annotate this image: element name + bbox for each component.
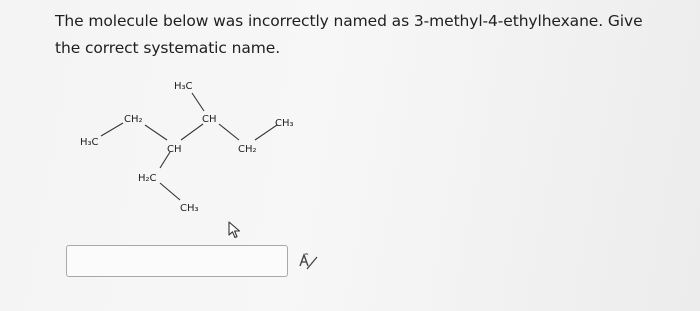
atom-label-ch3-right: CH₃ <box>275 118 294 129</box>
atom-label-ch2-right: CH₂ <box>238 144 257 155</box>
atom-label-ch2-left: CH₂ <box>124 114 143 125</box>
bond <box>255 125 277 140</box>
bond <box>192 93 204 111</box>
atom-label-ch-top: CH <box>202 114 217 125</box>
mouse-pointer-icon <box>228 221 242 239</box>
bond <box>145 125 167 140</box>
atom-label-h3c-top: H₃C <box>174 81 193 92</box>
atom-label-h2c: H₂C <box>138 173 157 184</box>
answer-input[interactable] <box>66 245 288 277</box>
bond <box>219 124 239 140</box>
atom-label-h3c-left: H₃C <box>80 137 99 148</box>
question-text: The molecule below was incorrectly named as 3-methyl-4-ethylhexane. Give the correct systematic name. <box>55 12 643 57</box>
special-characters-icon[interactable] <box>297 251 323 271</box>
atom-label-ch-mid: CH <box>167 144 182 155</box>
bond <box>181 124 203 140</box>
bond <box>160 183 180 200</box>
atom-label-ch3-bottom: CH₃ <box>180 203 199 214</box>
bond <box>101 123 123 136</box>
